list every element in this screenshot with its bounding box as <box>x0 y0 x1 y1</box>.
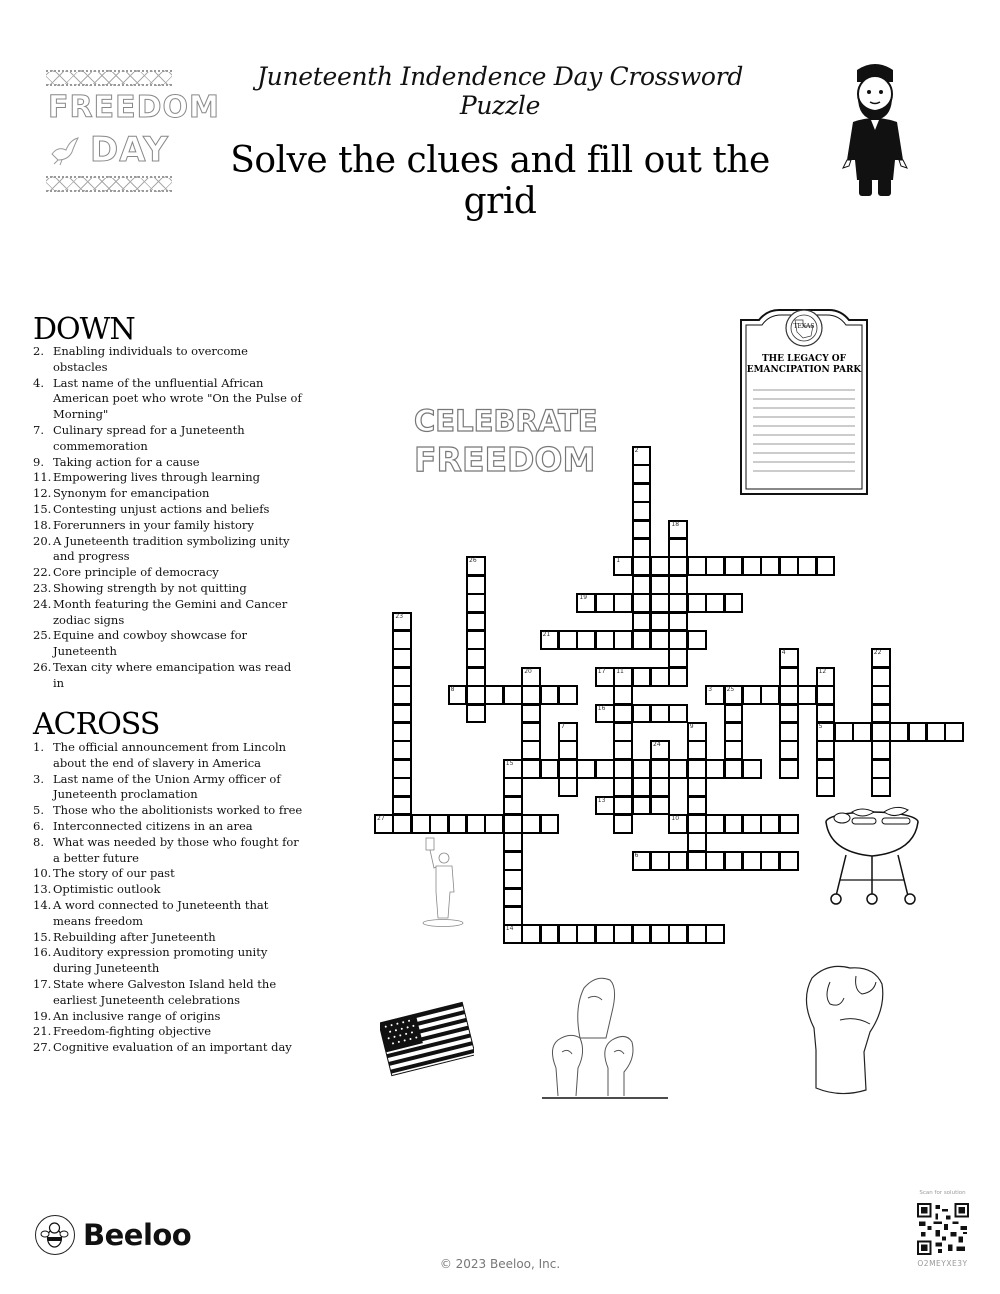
grid-cell[interactable] <box>632 612 652 632</box>
grid-cell[interactable] <box>540 814 560 834</box>
grid-cell[interactable] <box>632 483 652 503</box>
grid-cell[interactable] <box>687 593 707 613</box>
grid-cell[interactable] <box>668 667 688 687</box>
grid-cell[interactable] <box>705 814 725 834</box>
clue-number: 12 <box>818 667 827 675</box>
grid-cell[interactable] <box>558 722 578 742</box>
grid-cell[interactable] <box>503 851 523 871</box>
grid-cell[interactable] <box>742 759 762 779</box>
grid-cell[interactable] <box>632 667 652 687</box>
grid-cell[interactable] <box>392 612 412 632</box>
grid-cell[interactable] <box>687 740 707 760</box>
grid-cell[interactable] <box>503 759 523 779</box>
down-clue: 2. Enabling individuals to overcome obstacles <box>33 344 248 374</box>
grid-cell[interactable] <box>687 556 707 576</box>
bee-icon <box>35 1215 75 1255</box>
clue-number: 1 <box>616 557 621 565</box>
clue-number: 8 <box>450 686 455 694</box>
grid-cell[interactable] <box>668 520 688 540</box>
grid-cell[interactable] <box>613 924 633 944</box>
grid-cell[interactable] <box>650 593 670 613</box>
grid-cell[interactable] <box>724 851 744 871</box>
across-clue: 27. Cognitive evaluation of an important day <box>33 1040 292 1055</box>
grid-cell[interactable] <box>613 704 633 724</box>
grid-cell[interactable] <box>613 722 633 742</box>
freedom-day-badge <box>42 68 220 196</box>
down-clue: 7. Culinary spread for a Juneteenth commemoration <box>33 422 245 453</box>
grid-cell[interactable] <box>595 924 615 944</box>
grid-cell[interactable] <box>392 704 412 724</box>
grid-cell[interactable] <box>595 667 615 687</box>
clue-number: 24 <box>653 741 661 749</box>
grid-cell[interactable] <box>687 924 707 944</box>
grid-cell[interactable] <box>392 777 412 797</box>
grid-cell[interactable] <box>779 648 799 668</box>
grid-cell[interactable] <box>503 814 523 834</box>
grid-cell[interactable] <box>760 814 780 834</box>
grid-cell[interactable] <box>742 851 762 871</box>
puzzle-subtitle: Solve the clues and fill out the grid <box>230 140 770 222</box>
grid-cell[interactable] <box>466 685 486 705</box>
grid-cell[interactable] <box>632 501 652 521</box>
lincoln-figure-icon <box>835 60 915 200</box>
grid-cell[interactable] <box>668 814 688 834</box>
grid-cell[interactable] <box>448 814 468 834</box>
grid-cell[interactable] <box>687 722 707 742</box>
grid-cell[interactable] <box>668 556 688 576</box>
grid-cell[interactable] <box>650 796 670 816</box>
grid-cell[interactable] <box>668 612 688 632</box>
grid-cell[interactable] <box>816 704 836 724</box>
grid-cell[interactable] <box>558 740 578 760</box>
grid-cell[interactable] <box>816 722 836 742</box>
grid-cell[interactable] <box>779 759 799 779</box>
grid-cell[interactable] <box>779 685 799 705</box>
grid-cell[interactable] <box>521 722 541 742</box>
grid-cell[interactable] <box>595 796 615 816</box>
grid-cell[interactable] <box>871 685 891 705</box>
grid-cell[interactable] <box>466 575 486 595</box>
down-clue: 25. Equine and cowboy showcase for Juneteenth <box>33 628 248 659</box>
grid-cell[interactable] <box>632 704 652 724</box>
grid-cell[interactable] <box>466 667 486 687</box>
grid-cell[interactable] <box>760 556 780 576</box>
grid-cell[interactable] <box>668 538 688 558</box>
grid-cell[interactable] <box>650 777 670 797</box>
grid-cell[interactable] <box>392 722 412 742</box>
clue-number: 21 <box>542 631 551 638</box>
clue-number: 23 <box>395 612 404 620</box>
grid-cell[interactable] <box>705 593 725 613</box>
grid-cell[interactable] <box>632 593 652 613</box>
grid-cell[interactable] <box>613 759 633 779</box>
grid-cell[interactable] <box>871 704 891 724</box>
grid-cell[interactable] <box>558 630 578 650</box>
grid-cell[interactable] <box>613 630 633 650</box>
grid-cell[interactable] <box>742 556 762 576</box>
grid-cell[interactable] <box>521 704 541 724</box>
grid-cell[interactable] <box>466 630 486 650</box>
grid-cell[interactable] <box>466 612 486 632</box>
grid-cell[interactable] <box>632 556 652 576</box>
clue-number: 25 <box>726 686 735 694</box>
clue-number: 13 <box>597 796 606 804</box>
grid-cell[interactable] <box>521 924 541 944</box>
grid-cell[interactable] <box>613 814 633 834</box>
grid-cell[interactable] <box>760 685 780 705</box>
across-clue: 1. The official announcement from Lincoln about the end of slavery in America <box>33 740 287 770</box>
across-clue: 6. Interconnected citizens in an area <box>33 818 253 833</box>
grid-cell[interactable] <box>705 851 725 871</box>
grid-cell[interactable] <box>871 667 891 687</box>
grid-cell[interactable] <box>540 759 560 779</box>
american-flag-icon <box>380 998 474 1080</box>
grid-cell[interactable] <box>687 796 707 816</box>
grid-cell[interactable] <box>540 630 560 650</box>
grid-cell[interactable] <box>724 556 744 576</box>
grid-cell[interactable] <box>632 851 652 871</box>
grid-cell[interactable] <box>466 704 486 724</box>
celebrate-word-art: CELEBRATE <box>414 404 598 438</box>
across-clue: 13. Optimistic outlook <box>33 882 161 897</box>
grid-cell[interactable] <box>871 759 891 779</box>
grid-cell[interactable] <box>668 759 688 779</box>
bbq-grill-icon <box>822 800 922 910</box>
grid-cell[interactable] <box>466 648 486 668</box>
grid-cell[interactable] <box>779 556 799 576</box>
grid-cell[interactable] <box>871 648 891 668</box>
down-clue: 23. Showing strength by not quitting <box>33 580 247 595</box>
grid-cell[interactable] <box>779 722 799 742</box>
sign-title-line2: EMANCIPATION PARK <box>746 365 862 375</box>
grid-cell[interactable] <box>466 814 486 834</box>
grid-cell[interactable] <box>650 924 670 944</box>
grid-cell[interactable] <box>503 906 523 926</box>
clue-number: 26 <box>469 557 477 565</box>
clue-number: 10 <box>671 815 680 822</box>
grid-cell[interactable] <box>392 759 412 779</box>
grid-cell[interactable] <box>742 814 762 834</box>
down-clue: 11. Empowering lives through learning <box>33 470 261 485</box>
grid-cell[interactable] <box>595 759 615 779</box>
grid-cell[interactable] <box>908 722 928 742</box>
across-clue: 16. Auditory expression promoting unity during Juneteenth <box>33 945 268 976</box>
grid-cell[interactable] <box>871 722 891 742</box>
grid-cell[interactable] <box>668 630 688 650</box>
grid-cell[interactable] <box>558 777 578 797</box>
grid-cell[interactable] <box>779 704 799 724</box>
grid-cell[interactable] <box>429 814 449 834</box>
clue-number: 27 <box>377 815 385 822</box>
qr-code-icon[interactable] <box>917 1203 969 1255</box>
grid-cell[interactable] <box>632 575 652 595</box>
grid-cell[interactable] <box>466 593 486 613</box>
clue-number: 9 <box>689 723 694 730</box>
grid-cell[interactable] <box>871 740 891 760</box>
grid-cell[interactable] <box>816 759 836 779</box>
grid-cell[interactable] <box>521 685 541 705</box>
grid-cell[interactable] <box>816 667 836 687</box>
grid-cell[interactable] <box>816 556 836 576</box>
grid-cell[interactable] <box>632 630 652 650</box>
brand-name: Beeloo <box>83 1218 192 1252</box>
statue-figure-icon <box>416 836 470 928</box>
qr-code-text: O2MEYXE3Y <box>917 1259 968 1268</box>
grid-cell[interactable] <box>613 796 633 816</box>
freedom-word-art: FREEDOM <box>414 440 596 479</box>
down-clue: 20. A Juneteenth tradition symbolizing unity and progress <box>33 533 290 564</box>
grid-cell[interactable] <box>613 777 633 797</box>
across-clue: 3. Last name of the Union Army officer of Juneteenth proclamation <box>33 771 281 802</box>
grid-cell[interactable] <box>705 685 725 705</box>
raised-fist-icon <box>800 960 890 1100</box>
clue-number: 6 <box>634 851 639 859</box>
grid-cell[interactable] <box>392 685 412 705</box>
grid-cell[interactable] <box>632 924 652 944</box>
grid-cell[interactable] <box>724 814 744 834</box>
grid-cell[interactable] <box>503 685 523 705</box>
grid-cell[interactable] <box>632 464 652 484</box>
across-clue: 14. A word connected to Juneteenth that means freedom <box>33 897 269 928</box>
grid-cell[interactable] <box>650 630 670 650</box>
grid-cell[interactable] <box>392 648 412 668</box>
grid-cell[interactable] <box>411 814 431 834</box>
grid-cell[interactable] <box>650 759 670 779</box>
grid-cell[interactable] <box>521 759 541 779</box>
clue-number: 3 <box>708 686 713 694</box>
grid-cell[interactable] <box>558 685 578 705</box>
grid-cell[interactable] <box>650 851 670 871</box>
clue-number: 14 <box>505 925 514 933</box>
across-clue: 19. An inclusive range of origins <box>33 1008 221 1023</box>
grid-cell[interactable] <box>650 740 670 760</box>
down-clue: 18. Forerunners in your family history <box>33 517 254 532</box>
down-heading: DOWN <box>33 312 135 347</box>
grid-cell[interactable] <box>687 832 707 852</box>
grid-cell[interactable] <box>724 685 744 705</box>
grid-cell[interactable] <box>650 556 670 576</box>
grid-cell[interactable] <box>466 556 486 576</box>
qr-label: Scan for solution <box>919 1190 966 1196</box>
clue-number: 11 <box>616 667 624 675</box>
grid-cell[interactable] <box>632 759 652 779</box>
grid-cell[interactable] <box>613 667 633 687</box>
tribal-pattern-bottom <box>46 176 172 192</box>
clue-number: 5 <box>818 723 823 730</box>
grid-cell[interactable] <box>503 796 523 816</box>
grid-cell[interactable] <box>521 667 541 687</box>
down-clue-list <box>33 344 303 692</box>
grid-cell[interactable] <box>392 740 412 760</box>
grid-cell[interactable] <box>889 722 909 742</box>
grid-cell[interactable] <box>724 740 744 760</box>
across-clue: 17. State where Galveston Island held the earliest Juneteenth celebrations <box>33 976 277 1007</box>
grid-cell[interactable] <box>613 685 633 705</box>
grid-cell[interactable] <box>613 593 633 613</box>
grid-cell[interactable] <box>779 740 799 760</box>
tribal-pattern-top <box>46 70 172 86</box>
grid-cell[interactable] <box>816 685 836 705</box>
grid-cell[interactable] <box>484 814 504 834</box>
grid-cell[interactable] <box>724 593 744 613</box>
grid-cell[interactable] <box>595 704 615 724</box>
down-clue: 15. Contesting unjust actions and beliefs <box>33 501 270 516</box>
grid-cell[interactable] <box>540 685 560 705</box>
grid-cell[interactable] <box>595 630 615 650</box>
grid-cell[interactable] <box>687 851 707 871</box>
grid-cell[interactable] <box>797 556 817 576</box>
clue-number: 22 <box>873 649 882 657</box>
grid-cell[interactable] <box>392 796 412 816</box>
grid-cell[interactable] <box>374 814 394 834</box>
grid-cell[interactable] <box>687 814 707 834</box>
across-heading: ACROSS <box>33 707 160 742</box>
grid-cell[interactable] <box>503 888 523 908</box>
grid-cell[interactable] <box>705 759 725 779</box>
grid-cell[interactable] <box>705 556 725 576</box>
grid-cell[interactable] <box>632 777 652 797</box>
grid-cell[interactable] <box>779 851 799 871</box>
clue-number: 20 <box>524 667 532 675</box>
down-clue: 12. Synonym for emancipation <box>33 486 210 501</box>
grid-cell[interactable] <box>687 630 707 650</box>
grid-cell[interactable] <box>595 593 615 613</box>
grid-cell[interactable] <box>852 722 872 742</box>
down-clue: 4. Last name of the unfluential African American poet who wrote "On the Pulse of Morning" <box>33 375 302 422</box>
grid-cell[interactable] <box>650 612 670 632</box>
grid-cell[interactable] <box>650 575 670 595</box>
grid-cell[interactable] <box>521 740 541 760</box>
clue-number: 16 <box>597 704 606 712</box>
grid-cell[interactable] <box>724 722 744 742</box>
down-clue: 22. Core principle of democracy <box>33 565 219 580</box>
badge-line1: FREEDOM <box>48 90 220 125</box>
sign-title-line1: THE LEGACY OF <box>761 354 846 364</box>
grid-cell[interactable] <box>779 667 799 687</box>
grid-cell[interactable] <box>687 759 707 779</box>
grid-cell[interactable] <box>797 685 817 705</box>
grid-cell[interactable] <box>742 685 762 705</box>
across-clue-list <box>33 740 303 1056</box>
grid-cell[interactable] <box>576 593 596 613</box>
grid-cell[interactable] <box>576 924 596 944</box>
grid-cell[interactable] <box>503 869 523 889</box>
grid-cell[interactable] <box>687 777 707 797</box>
down-clue: 26. Texan city where emancipation was read in <box>33 659 292 690</box>
across-clue: 5. Those who the abolitionists worked to free <box>33 803 303 818</box>
grid-cell[interactable] <box>724 704 744 724</box>
grid-cell[interactable] <box>632 520 652 540</box>
grid-cell[interactable] <box>521 814 541 834</box>
grid-cell[interactable] <box>392 814 412 834</box>
across-clue: 15. Rebuilding after Juneteenth <box>33 929 216 944</box>
grid-cell[interactable] <box>724 759 744 779</box>
grid-cell[interactable] <box>576 630 596 650</box>
grid-cell[interactable] <box>613 740 633 760</box>
clue-number: 19 <box>579 594 588 602</box>
grid-cell[interactable] <box>503 832 523 852</box>
grid-cell[interactable] <box>668 851 688 871</box>
across-clue: 21. Freedom-fighting objective <box>33 1024 212 1039</box>
dove-icon <box>48 132 84 168</box>
grid-cell[interactable] <box>558 759 578 779</box>
clue-number: 18 <box>671 520 680 528</box>
clue-number: 17 <box>597 667 606 675</box>
grid-cell[interactable] <box>668 704 688 724</box>
grid-cell[interactable] <box>705 924 725 944</box>
down-clue: 9. Taking action for a cause <box>33 454 200 469</box>
grid-cell[interactable] <box>632 538 652 558</box>
grid-cell[interactable] <box>668 575 688 595</box>
puzzle-title: Juneteenth Indendence Day Crossword Puzzle <box>256 62 744 120</box>
grid-cell[interactable] <box>503 777 523 797</box>
across-clue: 10. The story of our past <box>33 866 175 881</box>
grid-cell[interactable] <box>392 630 412 650</box>
clue-number: 15 <box>505 759 514 767</box>
across-clue: 8. What was needed by those who fought for a better future <box>33 834 299 865</box>
grid-cell[interactable] <box>632 796 652 816</box>
grid-cell[interactable] <box>576 759 596 779</box>
grid-cell[interactable] <box>558 924 578 944</box>
grid-cell[interactable] <box>484 685 504 705</box>
grid-cell[interactable] <box>650 704 670 724</box>
grid-cell[interactable] <box>816 777 836 797</box>
grid-cell[interactable] <box>816 740 836 760</box>
beeloo-logo[interactable] <box>35 1214 191 1256</box>
grid-cell[interactable] <box>944 722 964 742</box>
clue-number: 2 <box>634 447 639 454</box>
grid-cell[interactable] <box>760 851 780 871</box>
badge-line2: DAY <box>90 130 169 170</box>
seal-text: TEXAS <box>793 323 815 330</box>
grid-cell[interactable] <box>632 446 652 466</box>
down-clue: 24. Month featuring the Gemini and Cancer zodiac signs <box>33 596 288 627</box>
grid-cell[interactable] <box>871 777 891 797</box>
grid-cell[interactable] <box>668 924 688 944</box>
raised-fists-icon <box>540 968 670 1100</box>
grid-cell[interactable] <box>503 924 523 944</box>
grid-cell[interactable] <box>668 648 688 668</box>
grid-cell[interactable] <box>448 685 468 705</box>
grid-cell[interactable] <box>392 667 412 687</box>
grid-cell[interactable] <box>926 722 946 742</box>
grid-cell[interactable] <box>779 814 799 834</box>
grid-cell[interactable] <box>834 722 854 742</box>
copyright-text: © 2023 Beeloo, Inc. <box>439 1257 561 1271</box>
clue-number: 4 <box>781 649 786 657</box>
clue-number: 7 <box>561 723 565 730</box>
grid-cell[interactable] <box>540 924 560 944</box>
grid-cell[interactable] <box>613 556 633 576</box>
grid-cell[interactable] <box>668 593 688 613</box>
grid-cell[interactable] <box>650 667 670 687</box>
